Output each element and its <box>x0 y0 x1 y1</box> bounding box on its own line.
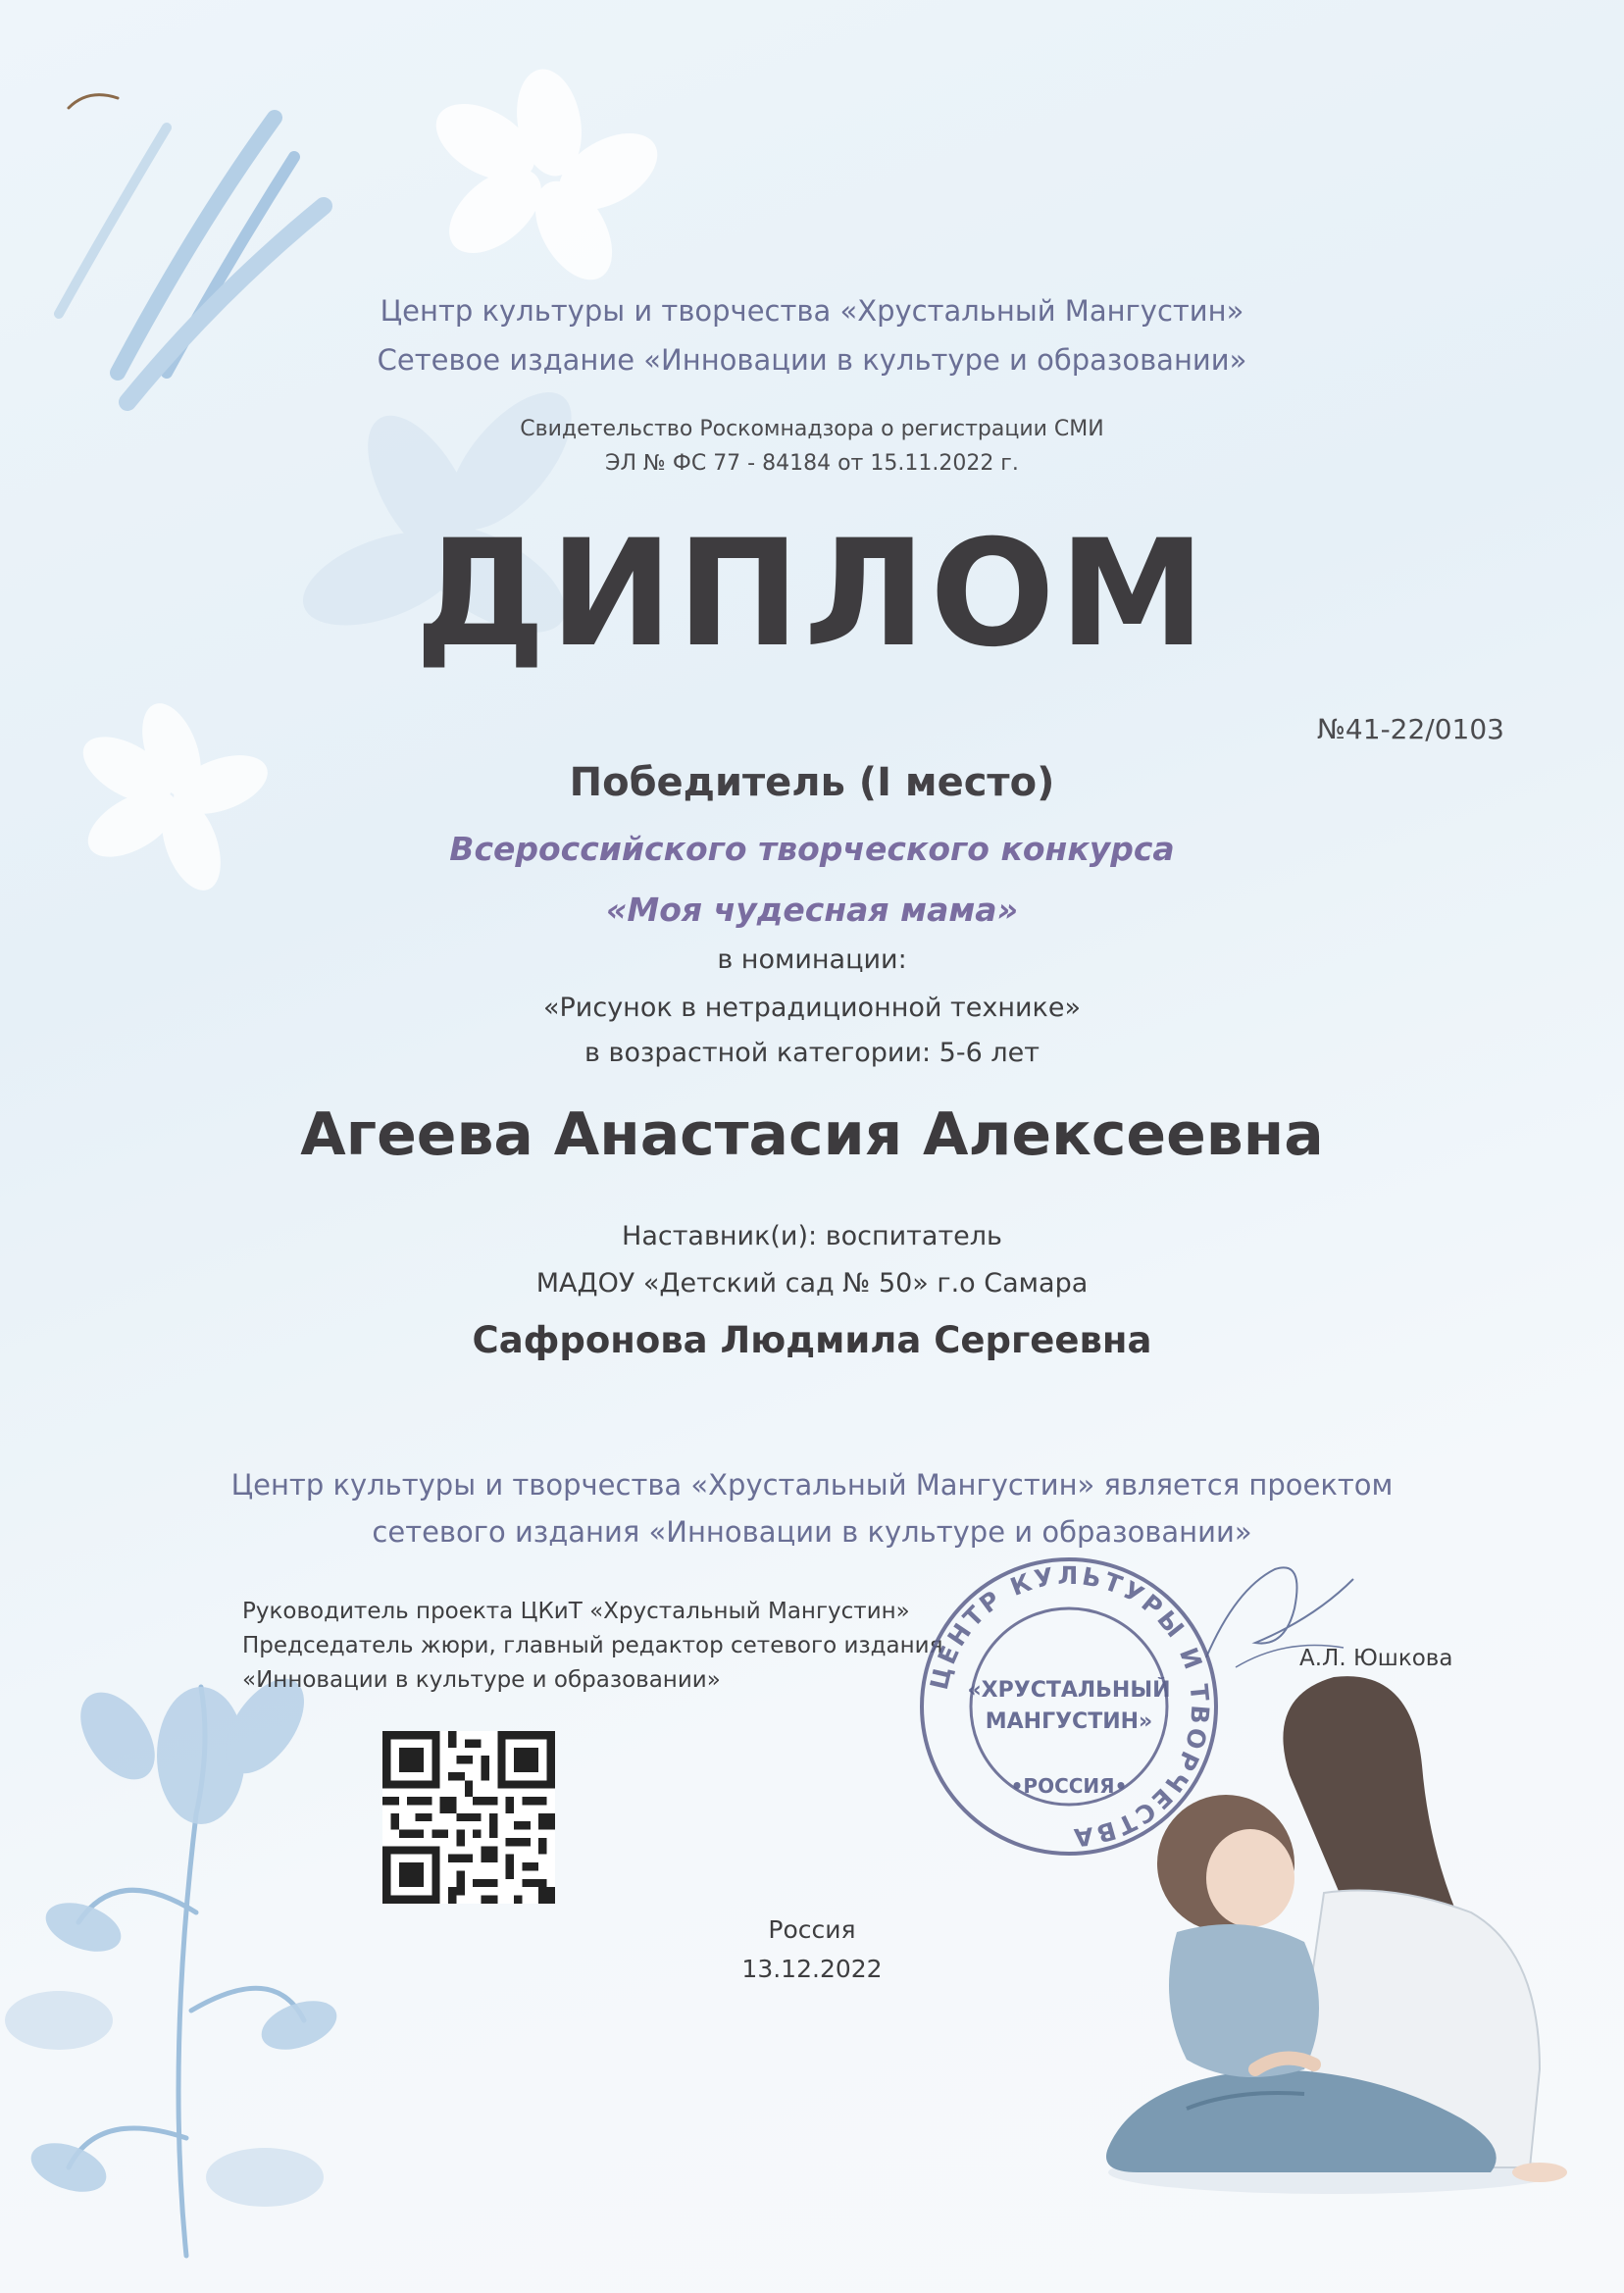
nomination-name: «Рисунок в нетрадиционной технике» <box>543 993 1081 1023</box>
seal-ring-text: ЦЕНТР КУЛЬТУРЫ И ТВОРЧЕСТВА <box>924 1560 1215 1853</box>
project-statement: Центр культуры и творчества «Хрустальный Мангустин» является проектом <box>230 1468 1394 1502</box>
seal-bottom-text: •РОССИЯ• <box>1010 1774 1128 1798</box>
signer-role-jury-chair: Председатель жюри, главный редактор сетевого издания <box>242 1633 943 1658</box>
diploma-title: ДИПЛОМ <box>414 509 1210 680</box>
contest-type: Всероссийского творческого конкурса <box>449 830 1175 868</box>
registration-number: ЭЛ № ФС 77 - 84184 от 15.11.2022 г. <box>605 451 1019 476</box>
winner-name: Агеева Анастасия Алексеевна <box>300 1100 1324 1169</box>
issue-date: 13.12.2022 <box>741 1955 883 1983</box>
issue-country: Россия <box>768 1915 856 1944</box>
seal-center-line1: «ХРУСТАЛЬНЫЙ <box>967 1678 1171 1703</box>
signer-name: А.Л. Юшкова <box>1299 1646 1453 1671</box>
nomination-label: в номинации: <box>717 944 907 975</box>
diploma-number: №41-22/0103 <box>1316 713 1504 745</box>
mentor-name: Сафронова Людмила Сергеевна <box>472 1319 1152 1361</box>
award-place: Победитель (I место) <box>569 760 1055 805</box>
contest-name: «Моя чудесная мама» <box>605 891 1019 929</box>
organization-name: Центр культуры и творчества «Хрустальный Мангустин» <box>380 294 1244 328</box>
publication-name: Сетевое издание «Инновации в культуре и образовании» <box>377 343 1247 377</box>
age-category: в возрастной категории: 5-6 лет <box>584 1038 1040 1068</box>
signer-role-project-head: Руководитель проекта ЦКиТ «Хрустальный Мангустин» <box>242 1599 910 1624</box>
qr-code-icon <box>382 1731 555 1904</box>
mentor-school: МАДОУ «Детский сад № 50» г.о Самара <box>535 1268 1089 1299</box>
signer-role-publication: «Инновации в культуре и образовании» <box>242 1667 721 1693</box>
project-statement-continued: сетевого издания «Инновации в культуре и образовании» <box>372 1515 1252 1549</box>
seal-center-line2: МАНГУСТИН» <box>985 1709 1153 1734</box>
mentor-label: Наставник(и): воспитатель <box>622 1221 1002 1251</box>
svg-text:ЦЕНТР КУЛЬТУРЫ И ТВОРЧЕСТВА <box>925 1561 1214 1852</box>
official-seal-icon <box>912 1550 1226 1863</box>
registration-caption: Свидетельство Роскомнадзора о регистрации СМИ <box>520 417 1104 441</box>
flower-outline-top <box>423 64 670 292</box>
